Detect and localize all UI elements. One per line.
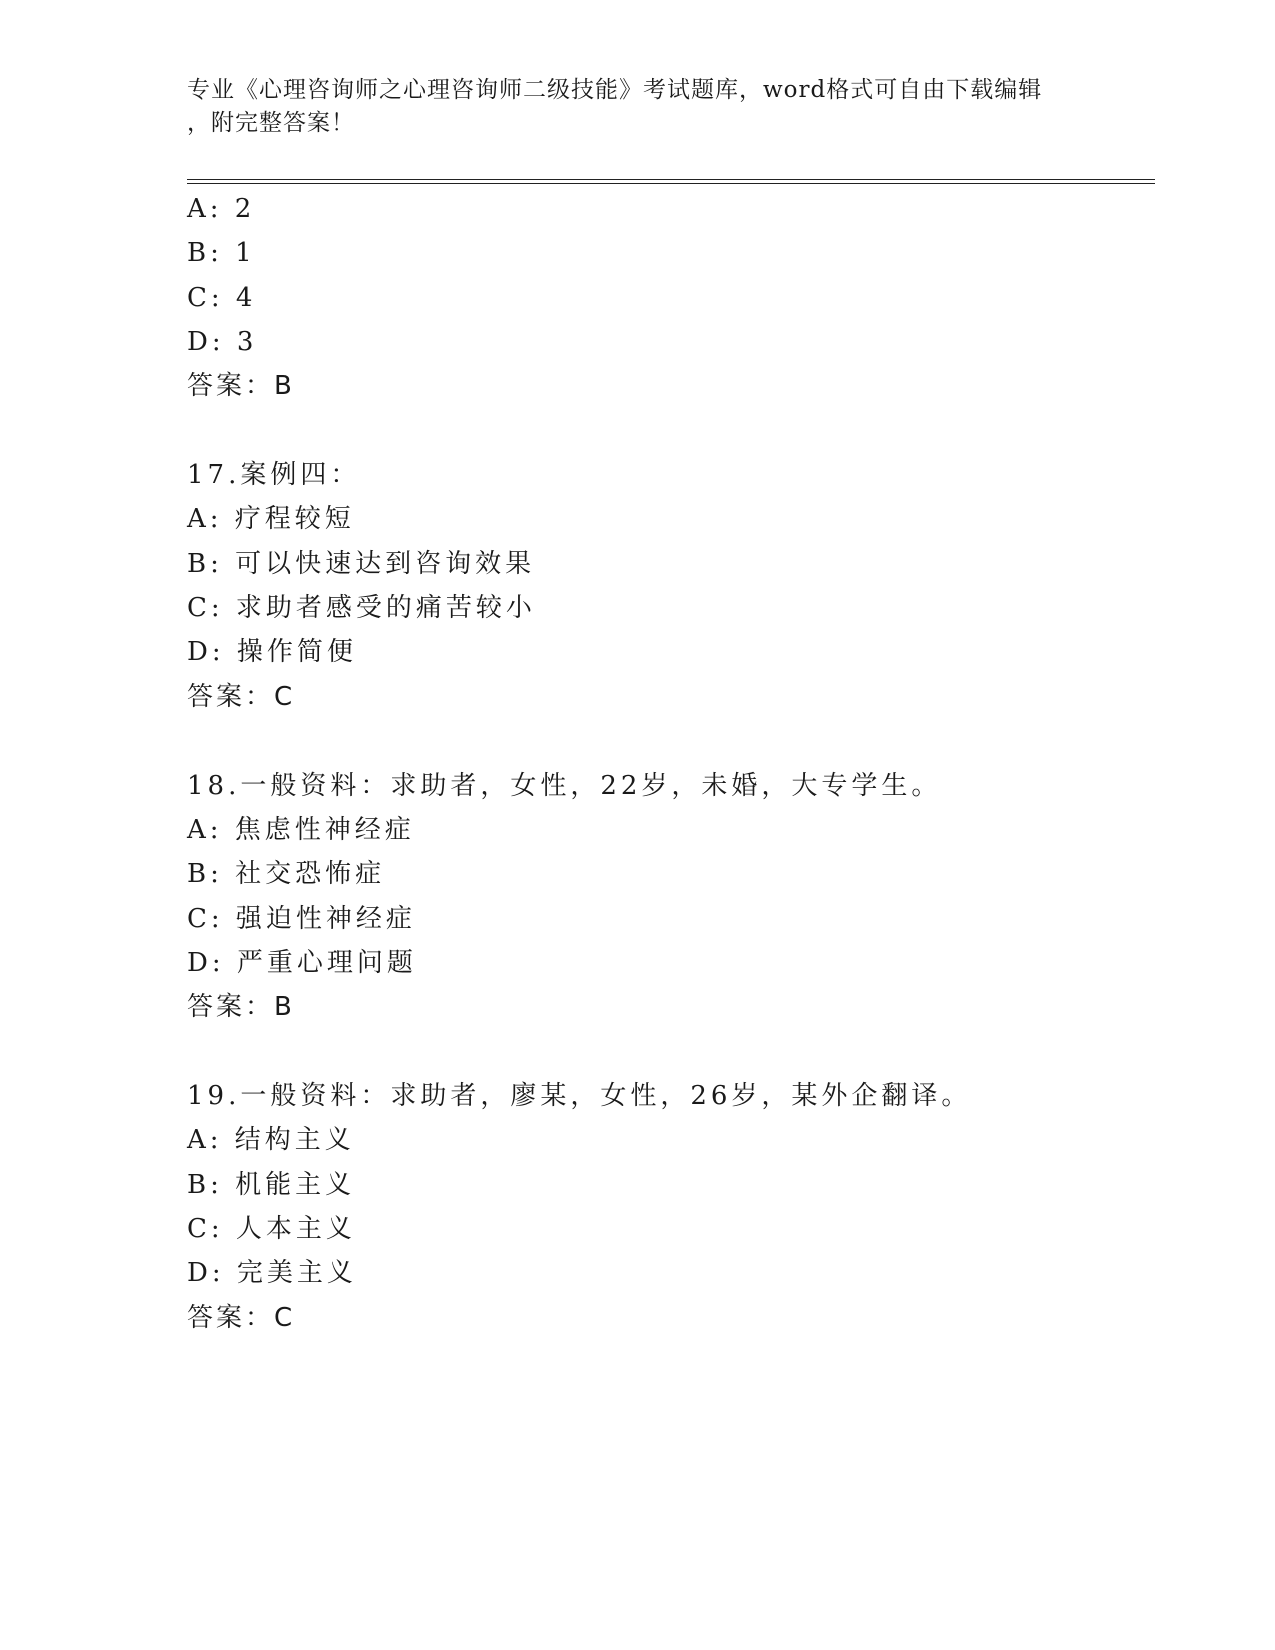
option-d: D: 3 [187, 327, 258, 357]
option-c: C: 求助者感受的痛苦较小 [187, 593, 536, 623]
answer-line [187, 991, 293, 1023]
option-c: C: 人本主义 [187, 1214, 356, 1244]
option-a: A: 疗程较短 [187, 504, 355, 534]
option-b: B: 社交恐怖症 [187, 859, 386, 889]
answer-line [187, 370, 293, 402]
option-a: A: 2 [187, 194, 256, 224]
answer-label: 答案： [187, 992, 275, 1022]
answer-value: B [274, 371, 293, 401]
header-line-2: ，附完整答案！ [187, 110, 355, 136]
document-header [187, 74, 1067, 140]
option-d: D: 完美主义 [187, 1258, 357, 1288]
question-stem: 19.一般资料：求助者，廖某，女性，26岁，某外企翻译。 [187, 1081, 972, 1111]
option-a: A: 焦虑性神经症 [187, 815, 415, 845]
option-a: A: 结构主义 [187, 1125, 355, 1155]
header-divider-bottom [187, 183, 1155, 184]
option-c: C: 强迫性神经症 [187, 904, 416, 934]
answer-value: C [274, 1303, 294, 1333]
option-b: B: 机能主义 [187, 1170, 356, 1200]
answer-line [187, 681, 293, 713]
option-d: D: 操作简便 [187, 637, 357, 667]
option-b: B: 可以快速达到咨询效果 [187, 549, 536, 579]
answer-value: B [274, 992, 293, 1022]
answer-label: 答案： [187, 371, 275, 401]
answer-label: 答案： [187, 1303, 275, 1333]
option-c: C: 4 [187, 283, 257, 313]
header-line-1: 专业《心理咨询师之心理咨询师二级技能》考试题库，word格式可自由下载编辑 [187, 77, 1043, 103]
answer-line [187, 1302, 293, 1334]
header-divider-top [187, 179, 1155, 180]
answer-value: C [274, 682, 294, 712]
answer-label: 答案： [187, 682, 275, 712]
question-stem: 18.一般资料：求助者，女性，22岁，未婚，大专学生。 [187, 771, 942, 801]
option-d: D: 严重心理问题 [187, 948, 417, 978]
option-b: B: 1 [187, 238, 256, 268]
question-stem: 17.案例四： [187, 460, 361, 490]
